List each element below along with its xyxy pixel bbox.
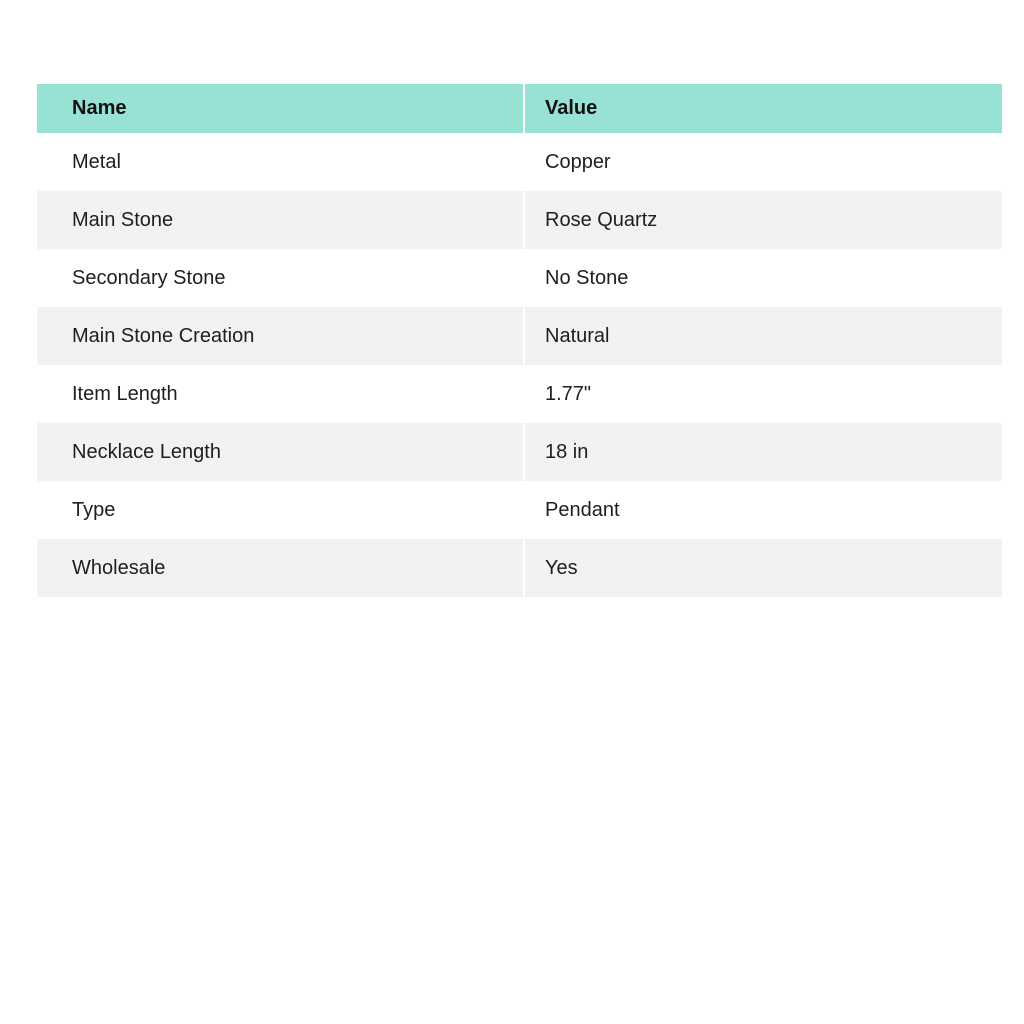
column-header-value: Value	[523, 84, 1002, 133]
item-specifics-table	[37, 84, 1002, 597]
table-row	[37, 365, 1002, 423]
table-row	[37, 481, 1002, 539]
spec-value: Pendant	[523, 481, 1002, 539]
spec-value: Natural	[523, 307, 1002, 365]
table-row	[37, 423, 1002, 481]
table-row	[37, 191, 1002, 249]
table-header-row	[37, 84, 1002, 133]
table-row	[37, 539, 1002, 597]
spec-name: Necklace Length	[37, 423, 523, 481]
spec-name: Main Stone	[37, 191, 523, 249]
spec-value: Rose Quartz	[523, 191, 1002, 249]
column-header-name: Name	[37, 84, 523, 133]
spec-value: 1.77"	[523, 365, 1002, 423]
table-row	[37, 307, 1002, 365]
spec-name: Wholesale	[37, 539, 523, 597]
spec-name: Secondary Stone	[37, 249, 523, 307]
spec-value: Yes	[523, 539, 1002, 597]
item-specifics-table-container	[37, 84, 1002, 597]
spec-value: 18 in	[523, 423, 1002, 481]
spec-value: Copper	[523, 133, 1002, 191]
table-row	[37, 249, 1002, 307]
spec-name: Item Length	[37, 365, 523, 423]
spec-value: No Stone	[523, 249, 1002, 307]
spec-name: Metal	[37, 133, 523, 191]
table-row	[37, 133, 1002, 191]
spec-name: Main Stone Creation	[37, 307, 523, 365]
spec-name: Type	[37, 481, 523, 539]
